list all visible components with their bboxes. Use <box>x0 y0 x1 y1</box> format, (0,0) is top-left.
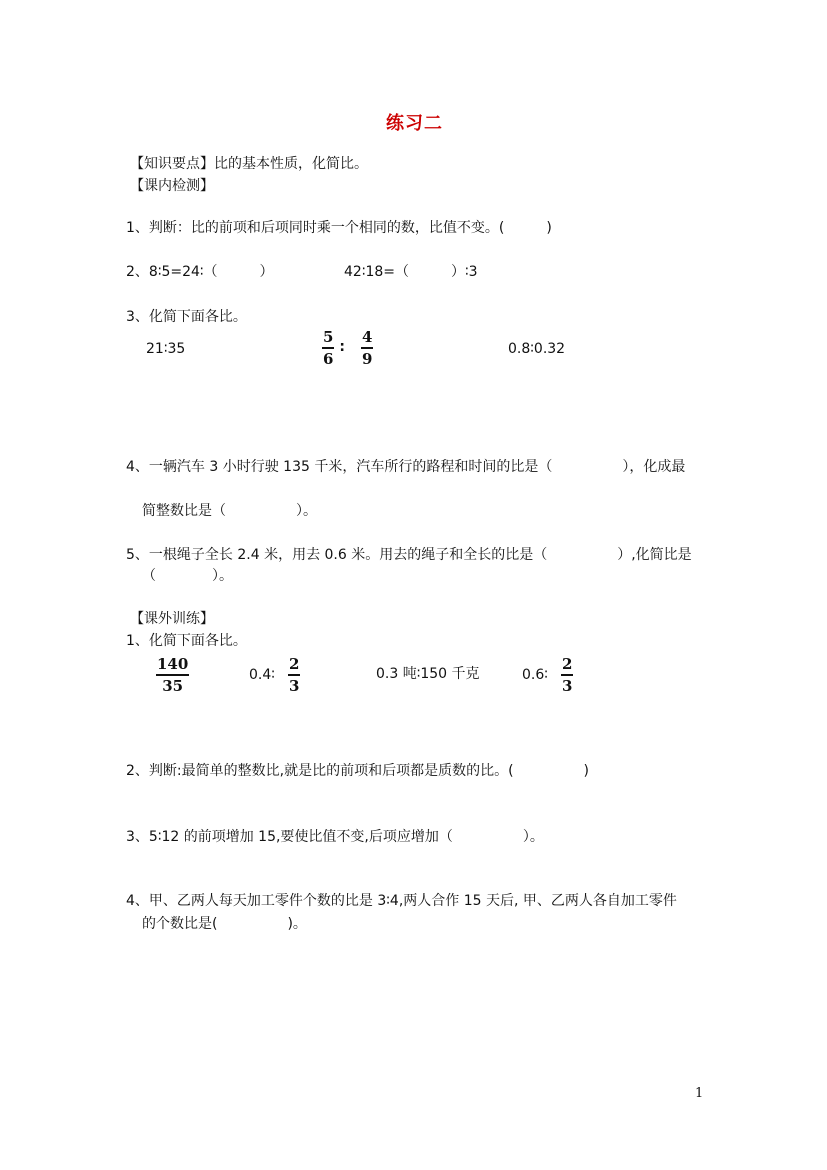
ratio-item-c: 0.8∶0.32 <box>508 341 566 357</box>
fraction-5-6 <box>322 330 334 367</box>
ratio-item-d-prefix: 0.6∶ <box>522 667 548 683</box>
after-class-question-4-line1: 4、甲、乙两人每天加工零件个数的比是 3∶4,两人合作 15 天后, 甲、乙两人各自加工零件 <box>126 893 677 909</box>
after-class-heading: 【课外训练】 <box>130 611 214 627</box>
after-class-question-3: 3、5∶12 的前项增加 15,要使比值不变,后项应增加（ ）。 <box>126 829 544 845</box>
in-class-heading: 【课内检测】 <box>130 178 214 194</box>
in-class-question-3: 3、化简下面各比。 <box>126 309 247 325</box>
after-class-question-1: 1、化简下面各比。 <box>126 633 247 649</box>
in-class-question-4-line2: 简整数比是（ ）。 <box>142 503 317 519</box>
fraction-numerator: 4 <box>362 328 373 346</box>
fraction-2-3-d <box>561 657 573 694</box>
in-class-question-2b: 42∶18=（ ）∶3 <box>344 264 478 280</box>
knowledge-points: 【知识要点】比的基本性质，化简比。 <box>130 156 368 172</box>
ratio-item-b-prefix: 0.4∶ <box>249 667 275 683</box>
page-number: 1 <box>695 1086 704 1101</box>
in-class-question-1: 1、判断：比的前项和后项同时乘一个相同的数，比值不变。( ) <box>126 220 552 236</box>
ratio-item-c-after: 0.3 吨∶150 千克 <box>376 666 480 682</box>
page-title: 练习二 <box>386 113 443 134</box>
fraction-denominator: 6 <box>323 350 334 368</box>
fraction-denominator: 35 <box>162 677 184 695</box>
after-class-question-4-line2: 的个数比是( )。 <box>142 916 307 932</box>
fraction-4-9 <box>361 330 373 367</box>
fraction-numerator: 5 <box>323 328 334 346</box>
fraction-numerator: 140 <box>157 655 189 673</box>
after-class-question-2: 2、判断:最简单的整数比,就是比的前项和后项都是质数的比。( ) <box>126 763 589 779</box>
fraction-denominator: 3 <box>562 677 573 695</box>
in-class-question-2a: 2、8∶5=24∶（ ） <box>126 264 274 280</box>
fraction-denominator: 3 <box>289 677 300 695</box>
fraction-denominator: 9 <box>362 350 373 368</box>
in-class-question-5-line2: （ ）。 <box>142 568 233 584</box>
fraction-2-3 <box>288 657 300 694</box>
fraction-140-35 <box>156 657 189 694</box>
fraction-numerator: 2 <box>289 655 300 673</box>
ratio-item-a: 21∶35 <box>146 341 186 357</box>
fraction-numerator: 2 <box>562 655 573 673</box>
in-class-question-5-line1: 5、一根绳子全长 2.4 米，用去 0.6 米。用去的绳子和全长的比是（ ）,化简比是 <box>126 547 692 563</box>
in-class-question-4-line1: 4、一辆汽车 3 小时行驶 135 千米，汽车所行的路程和时间的比是（ ），化成最 <box>126 459 686 475</box>
ratio-colon: ∶ <box>340 340 345 356</box>
